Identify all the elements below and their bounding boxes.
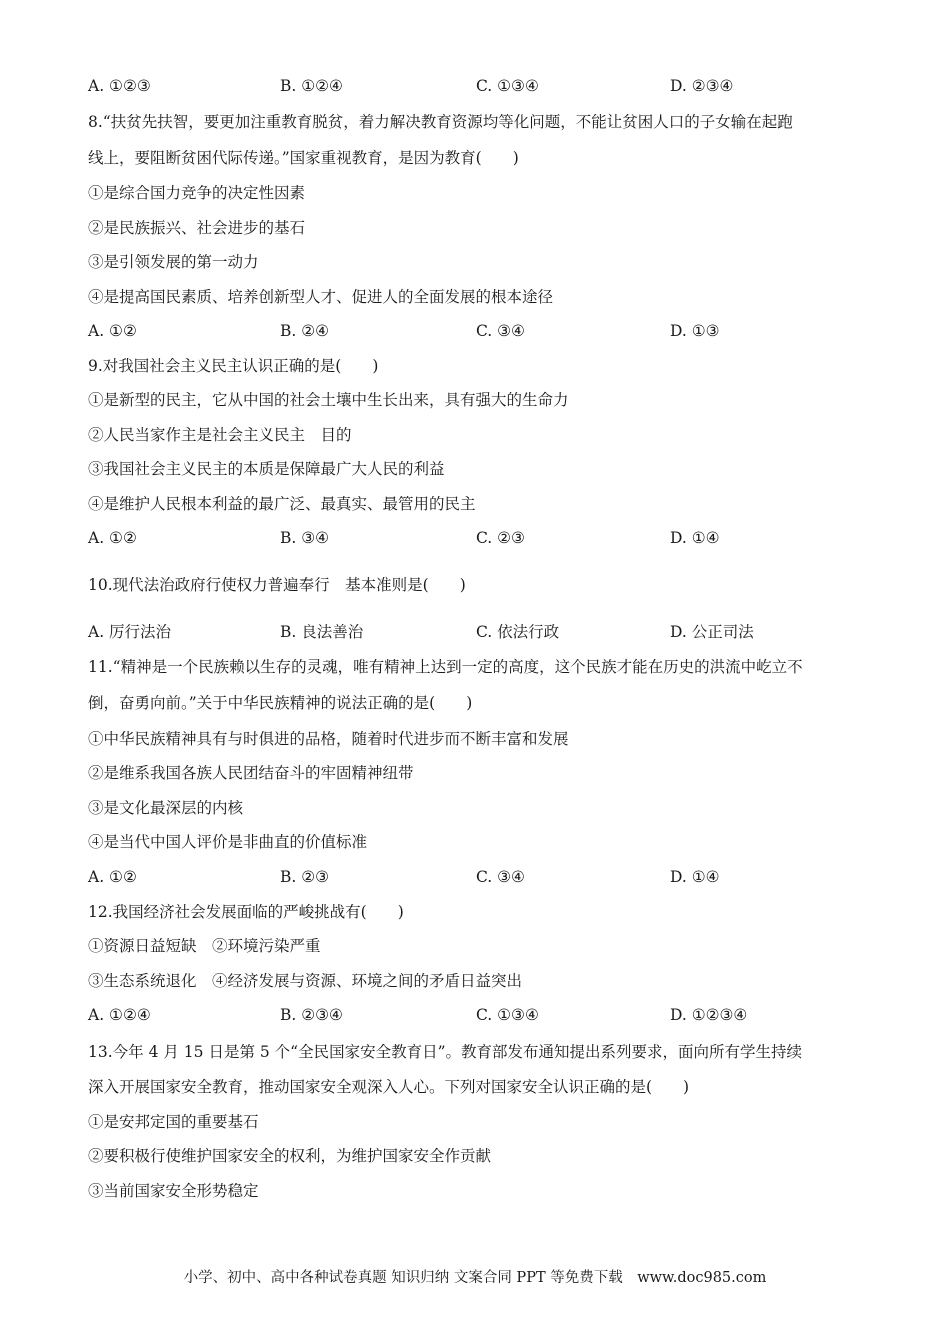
q9-item-1: ①是新型的民主，它从中国的社会土壤中生长出来，具有强大的生命力 xyxy=(88,391,569,409)
option-c[interactable]: C. ②③ xyxy=(476,529,525,547)
q12-item-2: ③生态系统退化 ④经济发展与资源、环境之间的矛盾日益突出 xyxy=(88,972,523,990)
option-d[interactable]: D. ①④ xyxy=(670,868,720,886)
option-d[interactable]: D. ①③ xyxy=(670,322,720,340)
q13-stem-line2: 深入开展国家安全教育，推动国家安全观深入人心。下列对国家安全认识正确的是( ) xyxy=(88,1078,690,1096)
q8-item-2: ②是民族振兴、社会进步的基石 xyxy=(88,219,306,237)
option-a[interactable]: A. ①② xyxy=(88,322,137,340)
q8-stem-line2: 线上，要阻断贫困代际传递。”国家重视教育，是因为教育( ) xyxy=(88,149,519,167)
q8-item-3: ③是引领发展的第一动力 xyxy=(88,253,259,271)
q11-stem-line2: 倒，奋勇向前。”关于中华民族精神的说法正确的是( ) xyxy=(88,694,473,712)
option-c[interactable]: C. ①③④ xyxy=(476,77,539,95)
option-b[interactable]: B. ②③④ xyxy=(280,1006,343,1024)
option-b[interactable]: B. ②④ xyxy=(280,322,330,340)
option-d[interactable]: D. ②③④ xyxy=(670,77,734,95)
option-d[interactable]: D. 公正司法 xyxy=(670,623,754,641)
option-b[interactable]: B. 良法善治 xyxy=(280,623,364,641)
q13-stem-line1: 13.今年 4 月 15 日是第 5 个“全民国家安全教育日”。教育部发布通知提出系列要求，面向所有学生持续 xyxy=(88,1043,803,1061)
q10-stem: 10.现代法治政府行使权力普遍奉行 基本准则是( ) xyxy=(88,576,466,594)
q11-item-4: ④是当代中国人评价是非曲直的价值标准 xyxy=(88,833,368,851)
q11-stem-line1: 11.“精神是一个民族赖以生存的灵魂，唯有精神上达到一定的高度，这个民族才能在历史的洪流中屹立不 xyxy=(88,658,803,676)
q12-options xyxy=(88,1005,848,1025)
option-d[interactable]: D. ①②③④ xyxy=(670,1006,748,1024)
option-c[interactable]: C. ③④ xyxy=(476,322,525,340)
option-a[interactable]: A. ①②④ xyxy=(88,1006,151,1024)
option-d[interactable]: D. ①④ xyxy=(670,529,720,547)
q11-options xyxy=(88,867,848,887)
q10-options xyxy=(88,622,848,642)
q13-item-1: ①是安邦定国的重要基石 xyxy=(88,1113,259,1131)
q9-item-3: ③我国社会主义民主的本质是保障最广大人民的利益 xyxy=(88,460,445,478)
q9-item-2: ②人民当家作主是社会主义民主 目的 xyxy=(88,426,352,444)
q9-item-4: ④是维护人民根本利益的最广泛、最真实、最管用的民主 xyxy=(88,495,476,513)
option-a[interactable]: A. 厉行法治 xyxy=(88,623,172,641)
option-a[interactable]: A. ①② xyxy=(88,529,137,547)
q11-item-3: ③是文化最深层的内核 xyxy=(88,799,244,817)
q11-item-1: ①中华民族精神具有与时俱进的品格，随着时代进步而不断丰富和发展 xyxy=(88,730,569,748)
option-a[interactable]: A. ①② xyxy=(88,868,137,886)
q9-options xyxy=(88,528,848,548)
q11-item-2: ②是维系我国各族人民团结奋斗的牢固精神纽带 xyxy=(88,764,414,782)
option-b[interactable]: B. ①②④ xyxy=(280,77,343,95)
q12-item-1: ①资源日益短缺 ②环境污染严重 xyxy=(88,937,321,955)
q7-options xyxy=(88,76,848,96)
page-footer: 小学、初中、高中各种试卷真题 知识归纳 文案合同 PPT 等免费下载 www.doc985.com xyxy=(183,1270,767,1286)
q8-item-4: ④是提高国民素质、培养创新型人才、促进人的全面发展的根本途径 xyxy=(88,288,554,306)
option-b[interactable]: B. ③④ xyxy=(280,529,330,547)
option-b[interactable]: B. ②③ xyxy=(280,868,330,886)
option-a[interactable]: A. ①②③ xyxy=(88,77,151,95)
option-c[interactable]: C. ①③④ xyxy=(476,1006,539,1024)
q8-item-1: ①是综合国力竞争的决定性因素 xyxy=(88,184,306,202)
q12-stem: 12.我国经济社会发展面临的严峻挑战有( ) xyxy=(88,903,404,921)
option-c[interactable]: C. ③④ xyxy=(476,868,525,886)
q8-options xyxy=(88,321,848,341)
q13-item-3: ③当前国家安全形势稳定 xyxy=(88,1182,259,1200)
q13-item-2: ②要积极行使维护国家安全的权利，为维护国家安全作贡献 xyxy=(88,1147,492,1165)
q9-stem: 9.对我国社会主义民主认识正确的是( ) xyxy=(88,357,379,375)
option-c[interactable]: C. 依法行政 xyxy=(476,623,560,641)
q8-stem-line1: 8.“扶贫先扶智，要更加注重教育脱贫，着力解决教育资源均等化问题，不能让贫困人口的子女输在起跑 xyxy=(88,113,793,131)
